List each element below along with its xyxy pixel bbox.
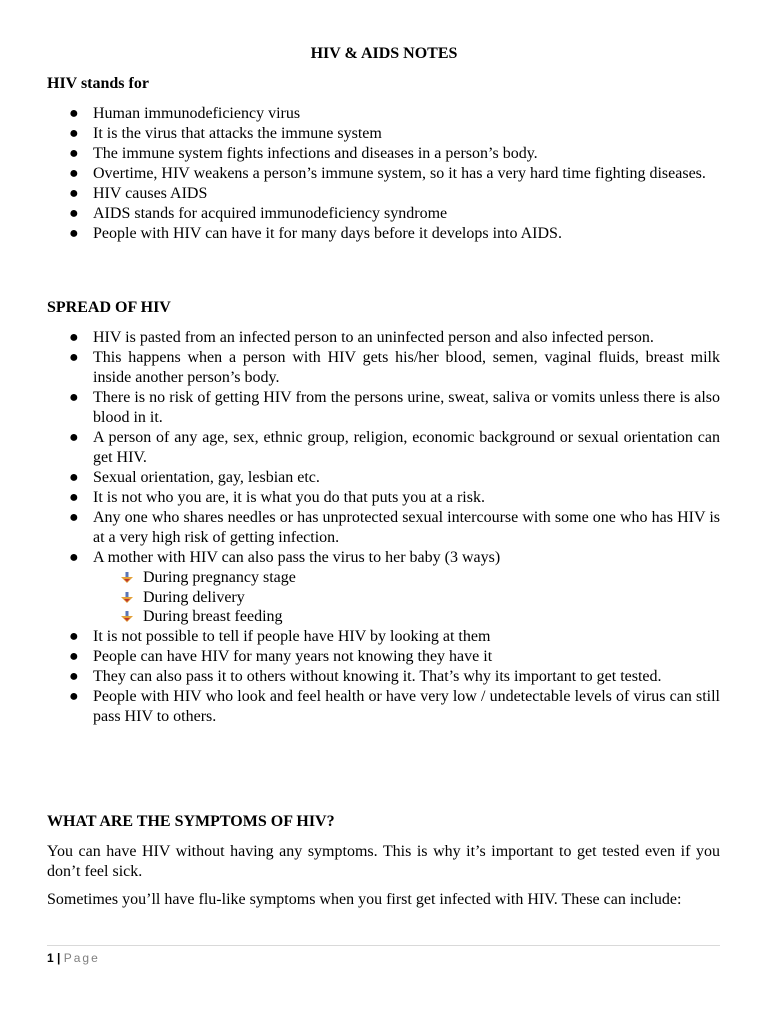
arrow-bullet-icon	[121, 611, 133, 623]
list-item: ● The immune system fights infections and diseases in a person’s body.	[69, 145, 538, 162]
bullet-icon: ●	[69, 687, 79, 705]
arrow-bullet-icon	[121, 572, 133, 584]
bullet-icon: ●	[69, 627, 79, 645]
bullet-icon: ●	[69, 329, 79, 346]
list-item: ● A mother with HIV can also pass the virus to her baby (3 ways) During pregnancy stage During delivery During breast feeding	[47, 548, 720, 627]
list-item: ● Human immunodeficiency virus	[69, 105, 301, 122]
page-footer	[47, 948, 100, 968]
section-heading-spread-of-hiv: SPREAD OF HIV	[47, 299, 171, 316]
hiv-definition-list	[47, 104, 720, 244]
bullet-icon: ●	[69, 125, 79, 142]
page-label: Page	[63, 951, 100, 965]
page-number: 1	[47, 951, 54, 965]
symptoms-paragraph-2: Sometimes you’ll have flu-like symptoms when you first get infected with HIV. These can include:	[47, 891, 682, 908]
bullet-icon: ●	[69, 489, 79, 506]
bullet-icon: ●	[69, 549, 79, 566]
list-item: ● People with HIV can have it for many days before it develops into AIDS.	[69, 225, 562, 242]
bullet-icon: ●	[69, 389, 79, 406]
section-heading-hiv-stands-for: HIV stands for	[47, 75, 149, 92]
bullet-icon: ●	[69, 105, 79, 122]
list-item: ● A person of any age, sex, ethnic group, religion, economic background or sexual orientation can get HIV.	[69, 429, 720, 466]
sub-list-item: During delivery	[93, 588, 720, 608]
list-item: ● Any one who shares needles or has unprotected sexual intercourse with some one who has HIV is at a very high risk of getting infection.	[69, 509, 720, 546]
arrow-bullet-icon	[121, 592, 133, 604]
mother-to-baby-ways-list	[93, 568, 720, 627]
bullet-icon: ●	[69, 349, 79, 366]
section-heading-symptoms: WHAT ARE THE SYMPTOMS OF HIV?	[47, 813, 335, 830]
bullet-icon: ●	[69, 647, 79, 665]
bullet-icon: ●	[69, 225, 79, 242]
list-item: ● People with HIV who look and feel health or have very low / undetectable levels of virus can still pass HIV to others.	[69, 687, 720, 725]
bullet-icon: ●	[69, 667, 79, 685]
list-item: ● It is the virus that attacks the immune system	[69, 125, 382, 142]
list-item: ● People can have HIV for many years not knowing they have it	[69, 647, 493, 665]
bullet-icon: ●	[69, 469, 79, 486]
bullet-icon: ●	[69, 145, 79, 162]
bullet-icon: ●	[69, 509, 79, 526]
sub-list-item: During pregnancy stage	[93, 568, 720, 588]
list-item: ● This happens when a person with HIV gets his/her blood, semen, vaginal fluids, breast milk inside another person’s body.	[69, 349, 720, 386]
list-item: ● They can also pass it to others without knowing it. That’s why its important to get tested.	[69, 667, 662, 685]
document-title: HIV & AIDS NOTES	[310, 45, 458, 62]
footer-divider	[47, 945, 720, 946]
bullet-icon: ●	[69, 429, 79, 446]
list-item: ● Sexual orientation, gay, lesbian etc.	[69, 469, 320, 486]
list-item: ● There is no risk of getting HIV from the persons urine, sweat, saliva or vomits unless there is also blood in it.	[69, 389, 720, 426]
spread-of-hiv-list	[47, 328, 720, 727]
sub-list-item: During breast feeding	[93, 607, 720, 627]
list-item: ● HIV is pasted from an infected person to an uninfected person and also infected person.	[69, 329, 654, 346]
bullet-icon: ●	[69, 185, 79, 202]
bullet-icon: ●	[69, 205, 79, 222]
symptoms-paragraph-1: You can have HIV without having any symptoms. This is why it’s important to get tested even if you don’t feel sick.	[47, 843, 720, 880]
bullet-icon: ●	[69, 165, 79, 182]
list-item: ● HIV causes AIDS	[69, 185, 208, 202]
list-item: ● AIDS stands for acquired immunodeficiency syndrome	[69, 205, 448, 222]
footer-separator: |	[57, 951, 61, 965]
list-item: ● It is not possible to tell if people have HIV by looking at them	[69, 627, 491, 645]
list-item: ● Overtime, HIV weakens a person’s immune system, so it has a very hard time fighting diseases.	[69, 165, 706, 182]
list-item: ● It is not who you are, it is what you do that puts you at a risk.	[69, 489, 485, 506]
